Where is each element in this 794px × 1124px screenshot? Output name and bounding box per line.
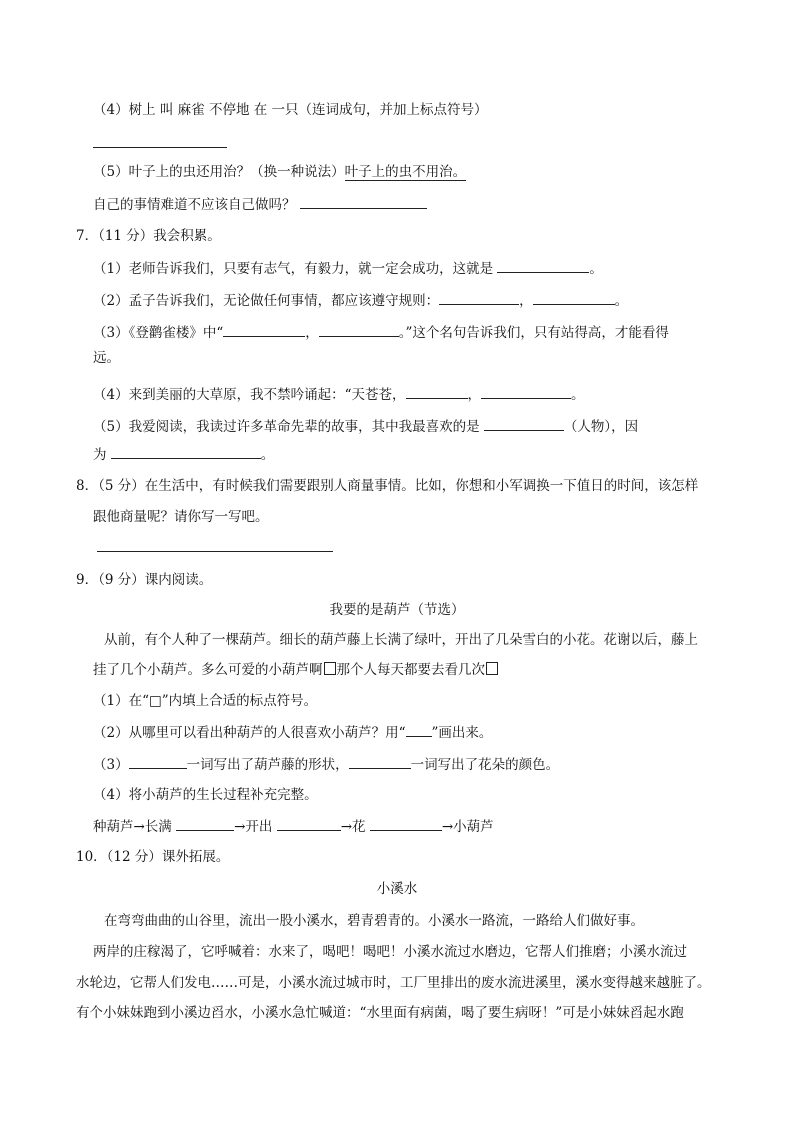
q7-item4-blank-1[interactable] bbox=[406, 384, 468, 399]
q9-item3-text-c: 一词写出了花朵的颜色。 bbox=[410, 757, 560, 773]
q6-item4-answer-line[interactable] bbox=[93, 147, 227, 148]
q7-item3-continued: 远。 bbox=[93, 350, 120, 366]
q9-item2-underline-sample bbox=[406, 722, 432, 737]
q10-passage-p3: 水轮边，它帮人们发电……可是，小溪水流过城市时，工厂里排出的废水流进溪里，溪水变得越来越脏了。 bbox=[76, 975, 711, 991]
q9-item2 bbox=[93, 722, 492, 743]
q7-item2 bbox=[93, 290, 628, 311]
q7-item5-continued bbox=[93, 444, 274, 465]
q9-chain-step-4: →小葫芦 bbox=[441, 819, 494, 835]
q9-chain-blank-1[interactable] bbox=[176, 816, 234, 831]
q7-item5-text-a: （5）我爱阅读，我读过许多革命先辈的故事，其中我最喜欢的是 bbox=[93, 419, 480, 435]
q6-item4: （4）树上 叫 麻雀 不停地 在 一只（连词成句，并加上标点符号） bbox=[93, 102, 488, 118]
q9-item3-blank-1[interactable] bbox=[129, 754, 187, 769]
q6-item5 bbox=[93, 162, 466, 182]
q7-item5-blank-1[interactable] bbox=[484, 416, 564, 431]
q7-item5-text-c: 为 bbox=[93, 447, 107, 463]
q9-item4: （4）将小葫芦的生长过程补充完整。 bbox=[93, 787, 318, 803]
q7-item1-blank[interactable] bbox=[497, 258, 589, 273]
q9-header: 9．（9 分）课内阅读。 bbox=[76, 572, 213, 588]
q6-item5-example: 叶子上的虫不用治。 bbox=[344, 164, 467, 180]
q9-passage-title: 我要的是葫芦（节选） bbox=[329, 602, 465, 618]
q8-answer-line[interactable] bbox=[97, 551, 333, 552]
q7-item2-period: 。 bbox=[614, 293, 629, 309]
q10-header: 10．（12 分）课外拓展。 bbox=[76, 849, 230, 865]
q7-item4-text: （4）来到美丽的大草原，我不禁吟诵起：“天苍苍， bbox=[93, 387, 406, 403]
q7-item4-blank-2[interactable] bbox=[481, 384, 571, 399]
q7-item3-blank-1[interactable] bbox=[223, 322, 305, 337]
q7-header: 7．（11 分）我会积累。 bbox=[76, 228, 221, 244]
q9-chain-blank-2[interactable] bbox=[277, 816, 341, 831]
q7-item3 bbox=[93, 322, 669, 343]
q9-item3-blank-2[interactable] bbox=[349, 754, 411, 769]
q6-item5-blank[interactable] bbox=[300, 194, 427, 209]
punctuation-box-1[interactable] bbox=[324, 662, 336, 675]
q9-passage-p2-b: 那个人每天都要去看几次 bbox=[336, 662, 485, 678]
q9-item3-text-b: 一词写出了葫芦藤的形状， bbox=[186, 757, 349, 773]
q7-item5-blank-2[interactable] bbox=[111, 444, 261, 459]
q10-passage-title: 小溪水 bbox=[376, 881, 418, 897]
q9-passage-p1: 从前，有个人种了一棵葫芦。细长的葫芦藤上长满了绿叶，开出了几朵雪白的小花。花谢以后，藤上 bbox=[104, 632, 698, 648]
q9-passage-p2-a: 挂了几个小葫芦。多么可爱的小葫芦啊 bbox=[93, 662, 323, 678]
q8-line2: 跟他商量呢？请你写一写吧。 bbox=[93, 509, 269, 525]
q9-item3 bbox=[93, 754, 559, 775]
q9-passage-p2 bbox=[93, 660, 499, 680]
q10-passage-p2: 两岸的庄稼渴了，它呼喊着：水来了，喝吧！喝吧！小溪水流过水磨边，它帮人们推磨；小溪水流过 bbox=[93, 944, 687, 960]
q7-item3-comma: ， bbox=[305, 325, 319, 341]
q7-item4-comma: ， bbox=[467, 387, 481, 403]
q7-item1-period: 。 bbox=[589, 261, 603, 277]
q10-passage-p1: 在弯弯曲曲的山谷里，流出一股小溪水，碧青碧青的。小溪水一路流，一路给人们做好事。 bbox=[104, 913, 644, 929]
q6-item5-prompt: （5）叶子上的虫还用治？（换一种说法） bbox=[93, 164, 345, 180]
q7-item5 bbox=[93, 416, 638, 437]
q7-item5-text-b: （人物），因 bbox=[563, 419, 639, 435]
q9-chain-step-2: →开出 bbox=[234, 819, 273, 835]
q8-header: 8．（5 分）在生活中，有时候我们需要跟别人商量事情。比如，你想和小军调换一下值日的时间，该怎样 bbox=[76, 478, 699, 494]
q7-item2-comma: ， bbox=[519, 293, 533, 309]
q9-item1: （1）在“□”内填上合适的标点符号。 bbox=[93, 693, 318, 709]
q7-item4 bbox=[93, 384, 585, 405]
q7-item1 bbox=[93, 258, 603, 279]
q7-item3-blank-2[interactable] bbox=[319, 322, 399, 337]
punctuation-box-2[interactable] bbox=[486, 662, 498, 675]
q7-item4-period: 。 bbox=[571, 387, 585, 403]
q10-passage-p4: 有个小妹妹跑到小溪边舀水，小溪水急忙喊道：“水里面有病菌，喝了要生病呀！”可是小妹妹舀起水跑 bbox=[76, 1005, 684, 1021]
q9-growth-chain bbox=[93, 816, 494, 837]
q9-chain-step-3: →花 bbox=[340, 819, 366, 835]
q9-item3-text-a: （3） bbox=[93, 757, 129, 773]
q9-item2-text-b: ”画出来。 bbox=[431, 725, 493, 741]
q7-item5-period: 。 bbox=[260, 447, 275, 463]
q9-chain-blank-3[interactable] bbox=[370, 816, 442, 831]
q6-item5-question: 自己的事情难道不应该自己做吗？ bbox=[93, 197, 296, 213]
q7-item3-text-b: 。”这个名句告诉我们，只有站得高，才能看得 bbox=[398, 325, 669, 341]
q9-item2-text-a: （2）从哪里可以看出种葫芦的人很喜欢小葫芦？用“ bbox=[93, 725, 406, 741]
q7-item2-blank-1[interactable] bbox=[439, 290, 519, 305]
q7-item2-text: （2）孟子告诉我们，无论做任何事情，都应该遵守规则： bbox=[93, 293, 440, 309]
q7-item2-blank-2[interactable] bbox=[533, 290, 615, 305]
q7-item3-text-a: （3）《登鹳雀楼》中“ bbox=[93, 325, 224, 341]
q6-item5-question-line bbox=[93, 194, 427, 215]
q7-item1-text: （1）老师告诉我们，只要有志气，有毅力，就一定会成功，这就是 bbox=[93, 261, 494, 277]
q9-chain-step-1: 种葫芦→长满 bbox=[93, 819, 172, 835]
